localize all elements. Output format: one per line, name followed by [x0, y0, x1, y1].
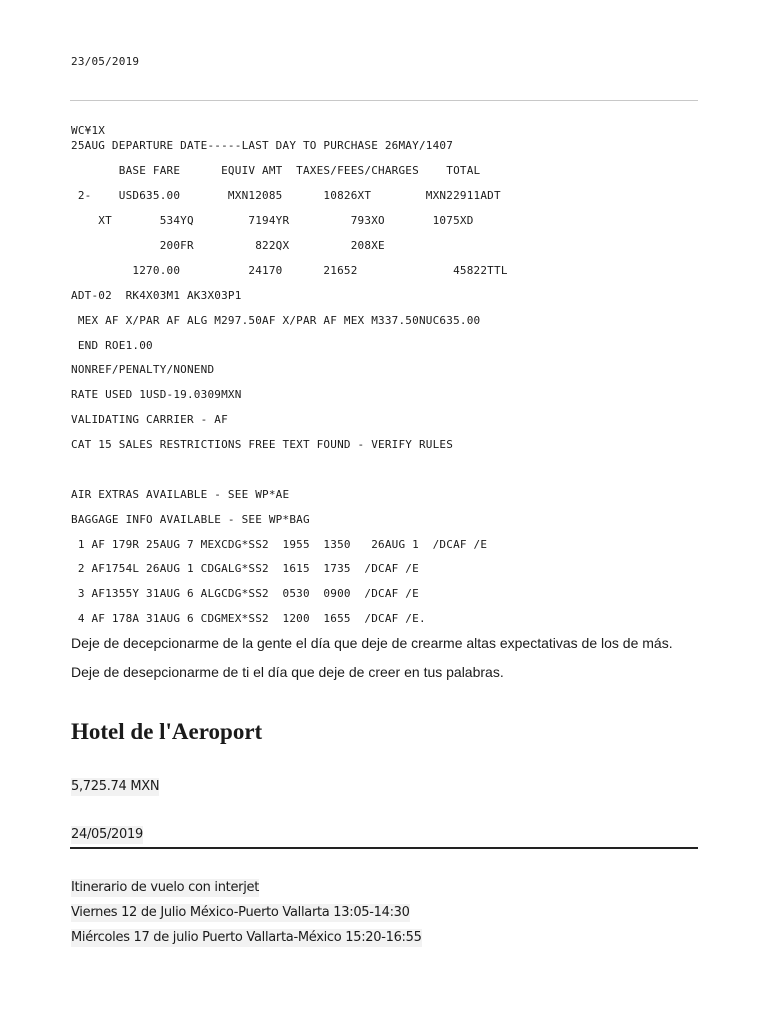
fare-line: AIR EXTRAS AVAILABLE - SEE WP*AE [71, 488, 290, 501]
top-divider [70, 100, 698, 101]
header-date: 23/05/2019 [71, 55, 140, 68]
fare-line: XT 534YQ 7194YR 793XO 1075XD [71, 214, 474, 227]
flight-segment: 4 AF 178A 31AUG 6 CDGMEX*SS2 1200 1655 /DCAF /E. [71, 612, 426, 625]
quote-text: Deje de decepcionarme de la gente el día que deje de crearme altas expectativas de los de más. [71, 635, 673, 651]
fare-line: WC¥1X [71, 124, 106, 137]
fare-header-line: BASE FARE EQUIV AMT TAXES/FEES/CHARGES TOTAL [71, 164, 481, 177]
fare-line: VALIDATING CARRIER - AF [71, 413, 228, 426]
fare-line: 2- USD635.00 MXN12085 10826XT MXN22911ADT [71, 189, 501, 202]
itinerary-leg: Viernes 12 de Julio México-Puerto Vallarta 13:05-14:30 [71, 905, 410, 920]
fare-line: MEX AF X/PAR AF ALG M297.50AF X/PAR AF MEX M337.50NUC635.00 [71, 314, 481, 327]
fare-total-line: 1270.00 24170 21652 45822TTL [71, 264, 508, 277]
hotel-date: 24/05/2019 [71, 827, 143, 842]
flight-segment: 1 AF 179R 25AUG 7 MEXCDG*SS2 1955 1350 26AUG 1 /DCAF /E [71, 538, 488, 551]
fare-line: CAT 15 SALES RESTRICTIONS FREE TEXT FOUND - VERIFY RULES [71, 438, 454, 451]
flight-segment: 3 AF1355Y 31AUG 6 ALGCDG*SS2 0530 0900 /DCAF /E [71, 587, 419, 600]
quote-text: Deje de desepcionarme de ti el día que deje de creer en tus palabras. [71, 664, 504, 680]
fare-line: 200FR 822QX 208XE [71, 239, 385, 252]
fare-line: 25AUG DEPARTURE DATE-----LAST DAY TO PURCHASE 26MAY/1407 [71, 139, 454, 152]
fare-line: END ROE1.00 [71, 339, 153, 352]
section-divider [70, 847, 698, 849]
fare-line: ADT-02 RK4X03M1 AK3X03P1 [71, 289, 242, 302]
fare-line: RATE USED 1USD-19.0309MXN [71, 388, 242, 401]
hotel-title: Hotel de l'Aeroport [71, 719, 263, 744]
flight-segment: 2 AF1754L 26AUG 1 CDGALG*SS2 1615 1735 /DCAF /E [71, 562, 419, 575]
itinerary-leg: Miércoles 17 de julio Puerto Vallarta-México 15:20-16:55 [71, 930, 422, 945]
hotel-price: 5,725.74 MXN [71, 779, 160, 794]
itinerary-title: Itinerario de vuelo con interjet [71, 880, 260, 895]
fare-line: BAGGAGE INFO AVAILABLE - SEE WP*BAG [71, 513, 310, 526]
fare-line: NONREF/PENALTY/NONEND [71, 363, 215, 376]
